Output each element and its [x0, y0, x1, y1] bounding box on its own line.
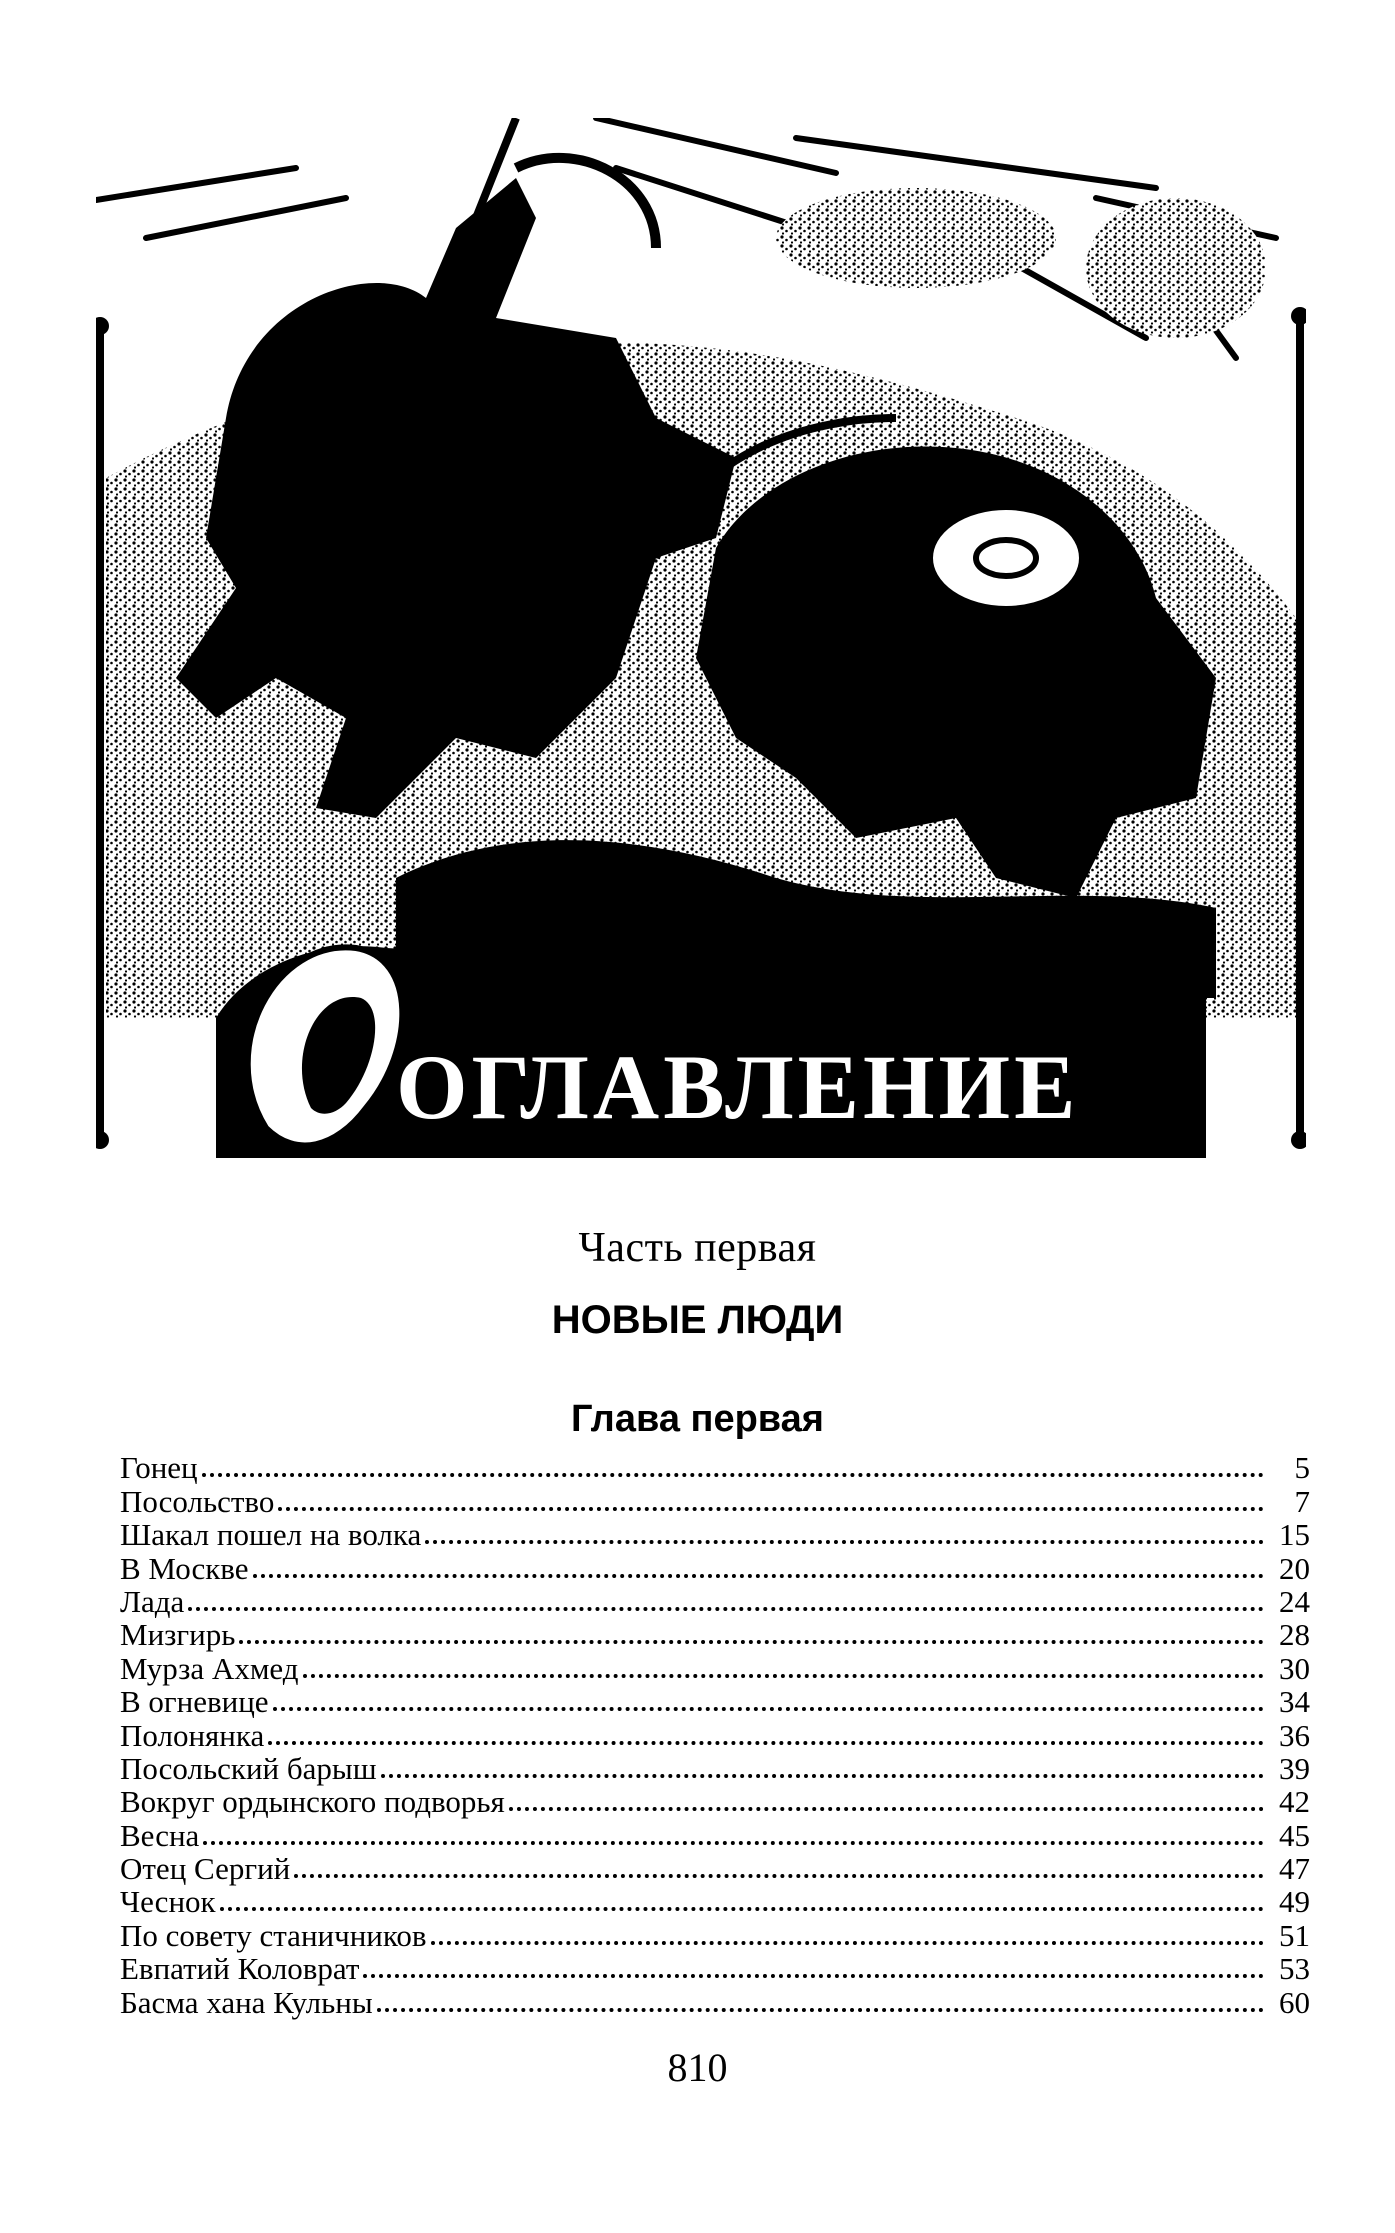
toc-leader-dots — [203, 1841, 1264, 1845]
toc-entry[interactable] — [120, 1685, 1310, 1718]
toc-entry-title: Посольский барыш — [120, 1750, 377, 1786]
toc-leader-dots — [239, 1640, 1264, 1644]
toc-entry[interactable] — [120, 1785, 1310, 1818]
toc-entry[interactable] — [120, 1551, 1310, 1584]
toc-entry-page: 53 — [1279, 1951, 1310, 1987]
toc-leader-dots — [188, 1607, 1264, 1611]
toc-entry-title: Весна — [120, 1817, 200, 1853]
table-of-contents — [120, 1451, 1310, 2019]
frame-right-post — [1296, 318, 1304, 1138]
toc-leader-dots — [303, 1674, 1264, 1678]
toc-entry-title: Отец Сергий — [120, 1851, 291, 1887]
toc-entry-title: Мизгирь — [120, 1617, 236, 1653]
toc-leader-dots — [220, 1907, 1264, 1911]
page-number: 810 — [667, 2045, 728, 2090]
toc-leader-dots — [425, 1540, 1264, 1544]
toc-entry-title: Вокруг ордынского подворья — [120, 1784, 505, 1820]
toc-leader-dots — [253, 1574, 1264, 1578]
contents-heading: ОГЛАВЛЕНИЕ — [396, 1036, 1080, 1138]
toc-entry-page: 45 — [1279, 1817, 1310, 1853]
toc-entry[interactable] — [120, 1451, 1310, 1484]
toc-entry-page: 30 — [1279, 1650, 1310, 1686]
toc-entry-title: Гонец — [120, 1450, 198, 1486]
toc-entry[interactable] — [120, 1918, 1310, 1951]
toc-entry[interactable] — [120, 1484, 1310, 1517]
toc-entry-title: Шакал пошел на волка — [120, 1517, 422, 1553]
toc-entry-title: Посольство — [120, 1483, 275, 1519]
toc-entry-page: 36 — [1279, 1717, 1310, 1753]
header-illustration — [96, 118, 1306, 1188]
part-label: Часть первая — [578, 1225, 817, 1271]
toc-leader-dots — [381, 1774, 1264, 1778]
toc-entry-title: Мурза Ахмед — [120, 1650, 299, 1686]
toc-entry-title: В Москве — [120, 1550, 249, 1586]
toc-entry-page: 47 — [1279, 1851, 1310, 1887]
toc-entry-page: 51 — [1279, 1917, 1310, 1953]
toc-leader-dots — [431, 1941, 1264, 1945]
toc-entry[interactable] — [120, 1985, 1310, 2018]
toc-entry-title: В огневице — [120, 1684, 269, 1720]
toc-leader-dots — [268, 1741, 1264, 1745]
toc-entry-page: 5 — [1294, 1450, 1310, 1486]
toc-entry-title: Басма хана Кульны — [120, 1984, 373, 2020]
toc-entry-page: 42 — [1279, 1784, 1310, 1820]
toc-entry[interactable] — [120, 1852, 1310, 1885]
toc-entry-title: Евпатий Коловрат — [120, 1951, 360, 1987]
toc-entry-title: Полонянка — [120, 1717, 265, 1753]
toc-entry[interactable] — [120, 1585, 1310, 1618]
toc-entry-page: 20 — [1279, 1550, 1310, 1586]
toc-leader-dots — [509, 1807, 1264, 1811]
toc-entry[interactable] — [120, 1752, 1310, 1785]
toc-entry-page: 34 — [1279, 1684, 1310, 1720]
toc-entry-page: 39 — [1279, 1750, 1310, 1786]
toc-leader-dots — [202, 1473, 1264, 1477]
toc-entry-page: 60 — [1279, 1984, 1310, 2020]
toc-leader-dots — [363, 1974, 1264, 1978]
toc-leader-dots — [294, 1874, 1264, 1878]
toc-entry-page: 28 — [1279, 1617, 1310, 1653]
toc-entry-title: По совету станичников — [120, 1917, 427, 1953]
toc-entry[interactable] — [120, 1952, 1310, 1985]
toc-entry[interactable] — [120, 1651, 1310, 1684]
toc-entry[interactable] — [120, 1718, 1310, 1751]
toc-entry-title: Чеснок — [120, 1884, 216, 1920]
toc-leader-dots — [278, 1507, 1264, 1511]
toc-entry-page: 15 — [1279, 1517, 1310, 1553]
toc-entry-page: 7 — [1294, 1483, 1310, 1519]
toc-leader-dots — [377, 2008, 1264, 2012]
toc-entry-page: 49 — [1279, 1884, 1310, 1920]
toc-entry[interactable] — [120, 1518, 1310, 1551]
toc-leader-dots — [273, 1707, 1264, 1711]
toc-entry-page: 24 — [1279, 1583, 1310, 1619]
toc-entry[interactable] — [120, 1618, 1310, 1651]
part-title: НОВЫЕ ЛЮДИ — [551, 1298, 844, 1342]
frame-left-post — [96, 328, 104, 1138]
toc-entry[interactable] — [120, 1885, 1310, 1918]
chapter-title: Глава первая — [571, 1398, 824, 1440]
toc-entry[interactable] — [120, 1818, 1310, 1851]
toc-entry-title: Лада — [120, 1583, 185, 1619]
